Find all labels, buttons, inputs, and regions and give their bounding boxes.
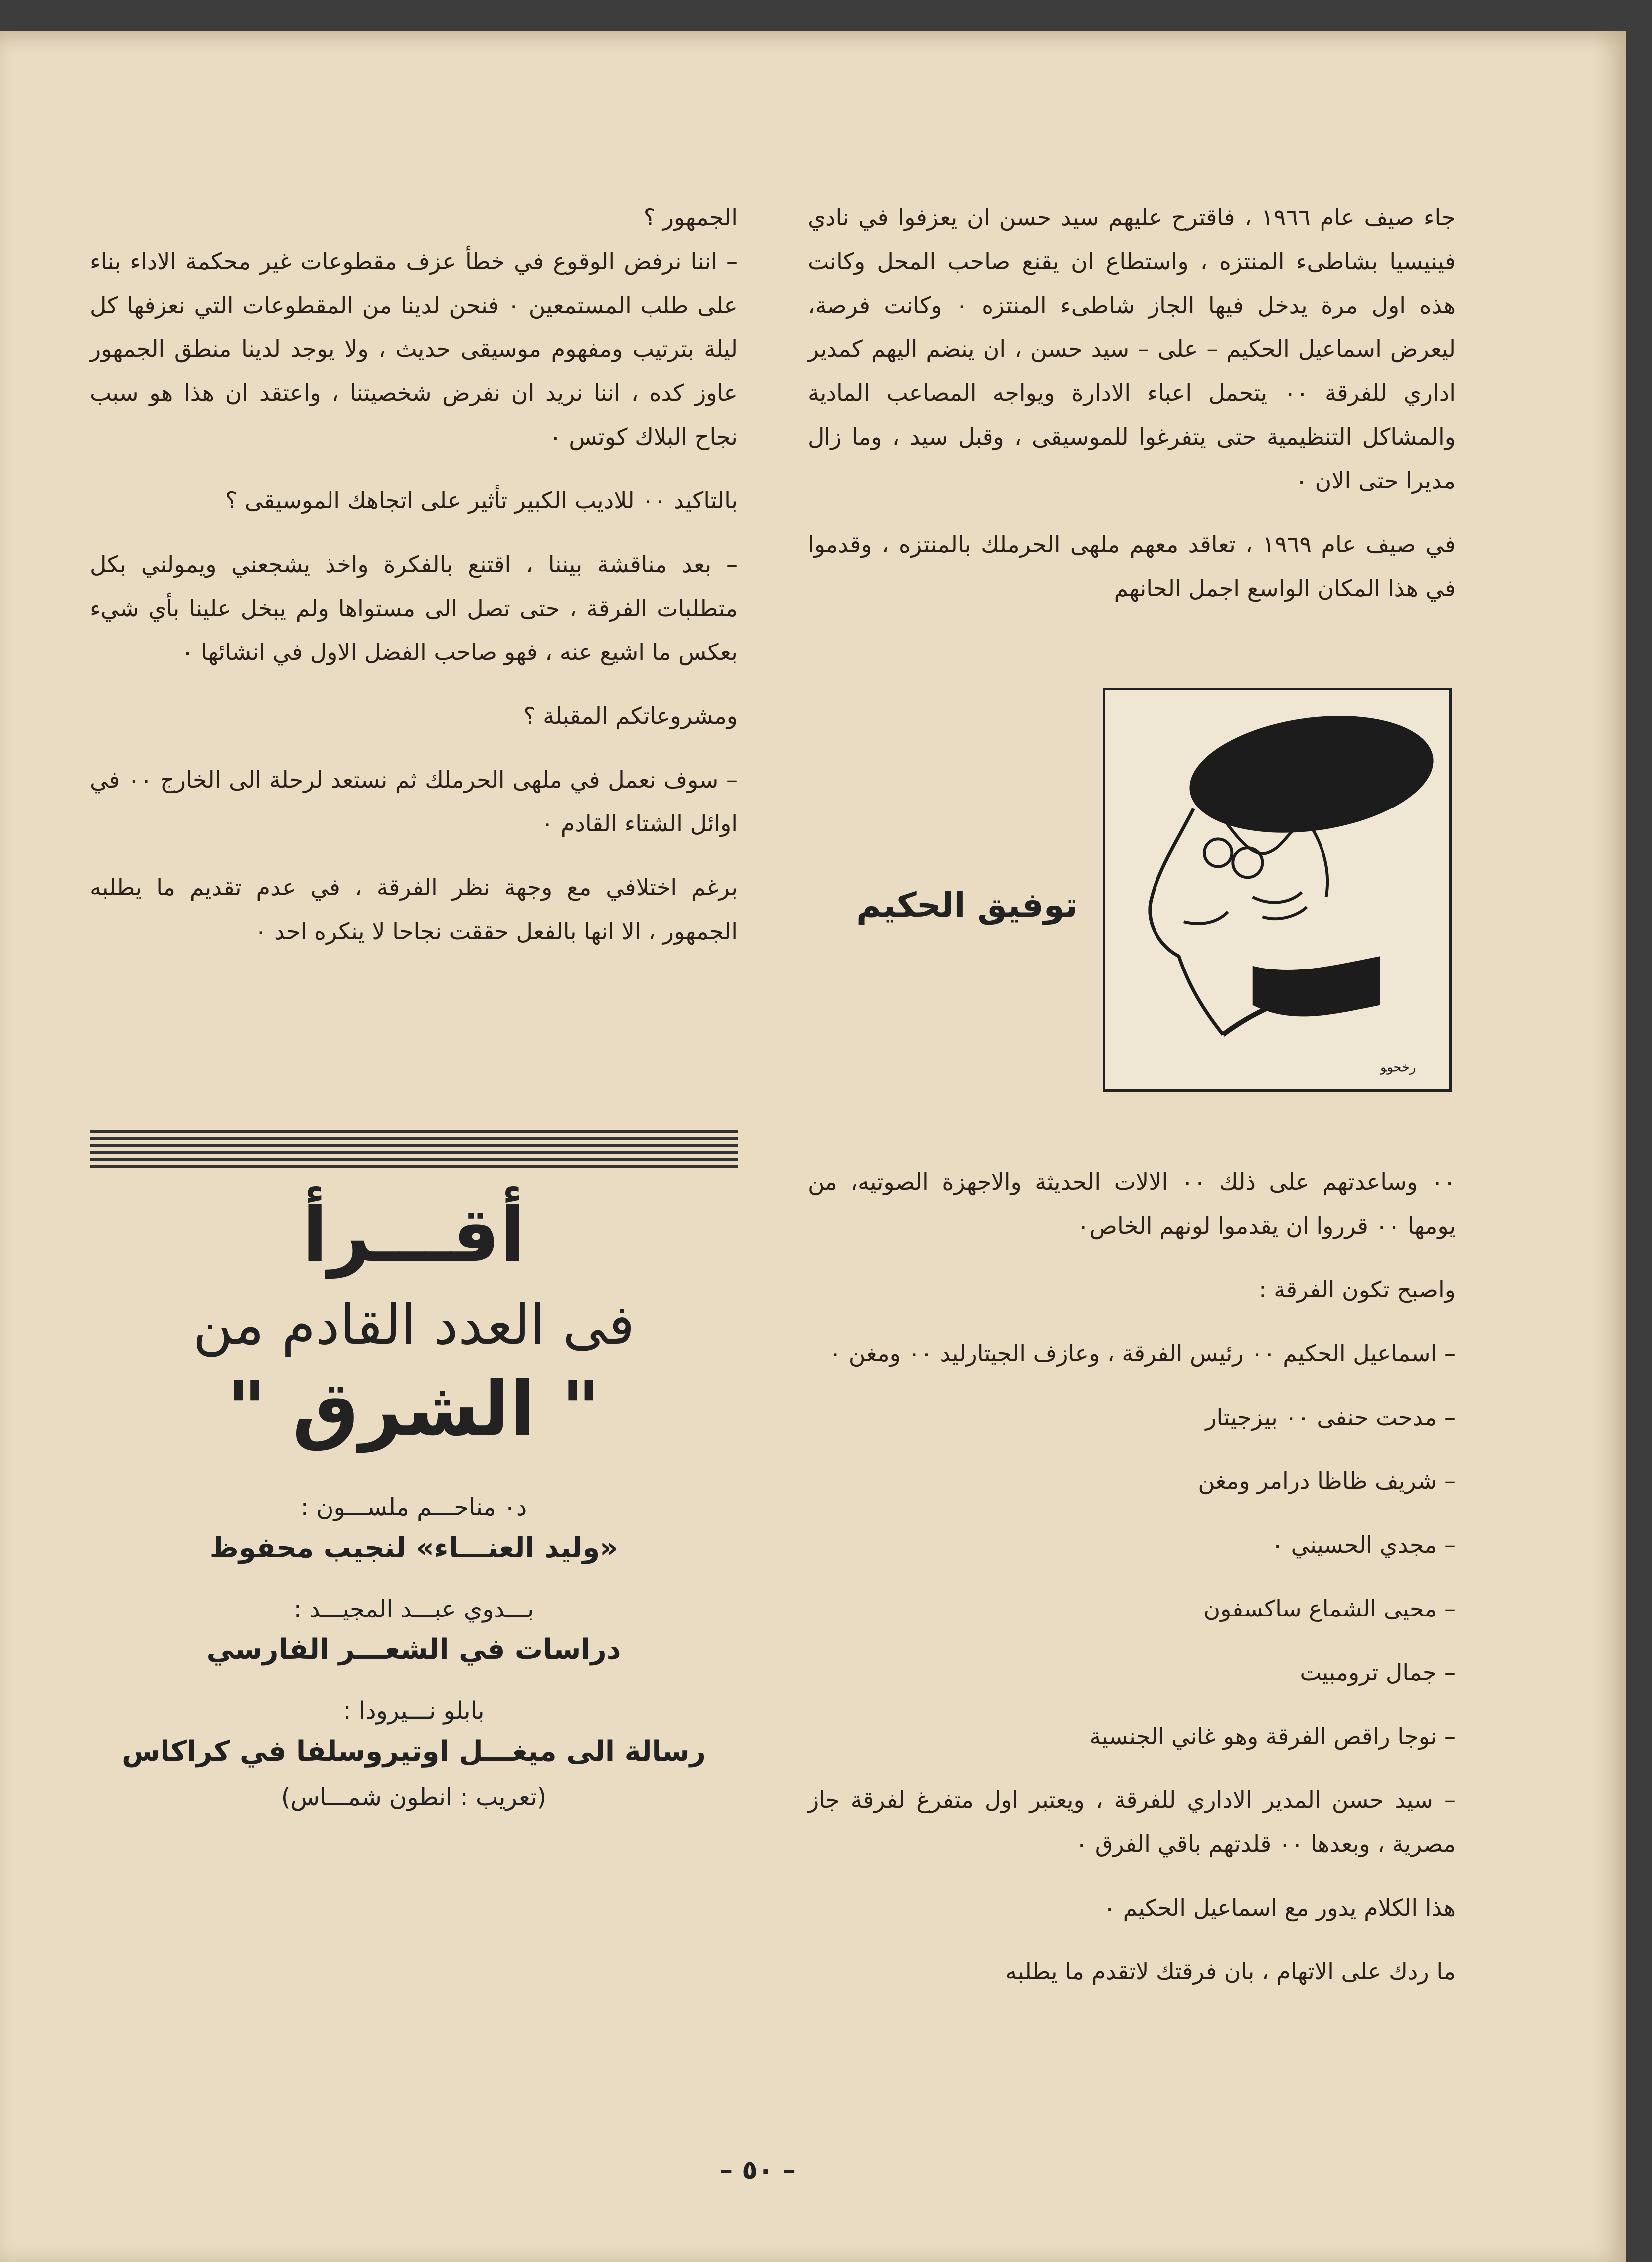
paragraph: ما ردك على الاتهام ، بان فرقتك لاتقدم ما يطلبه: [1005, 1958, 1456, 1985]
advert-author: بـــدوي عبـــد المجيـــد :: [293, 1595, 534, 1623]
advert-translation: (تعريب : انطون شمـــاس): [281, 1783, 547, 1811]
right-column-bottom: [808, 1160, 1456, 2013]
caricature-illustration: [1103, 688, 1452, 1092]
advert-title: رسالة الى ميغـــل اوتيروسلفا في كراكاس: [122, 1735, 706, 1768]
advert-author: بابلو نـــيرودا :: [343, 1696, 485, 1725]
paragraph: – سوف نعمل في ملهى الحرملك ثم نستعد لرحلة الى الخارج ٠٠ في اوائل الشتاء القادم ٠: [90, 766, 738, 837]
paragraph: برغم اختلافي مع وجهة نظر الفرقة ، في عدم تقديم ما يطلبه الجمهور ، الا انها بالفعل حققت نجاحا لا ينكره احد ٠: [90, 874, 738, 945]
paragraph: الجمهور ؟: [643, 204, 738, 231]
list-item: – جمال ترومبيت: [1300, 1659, 1456, 1686]
artist-signature: ﺭﺧﺤﻮﻮ: [1380, 1060, 1416, 1075]
paragraph: – بعد مناقشة بيننا ، اقتنع بالفكرة واخذ يشجعني ويمولني بكل متطلبات الفرقة ، حتى تصل الى مستواها ولم يبخل علينا بأي شيء بعكس ما اشيع عنه ، فهو صاحب الفضل الاول في انشائها ٠: [90, 551, 738, 665]
list-item: – اسماعيل الحكيم ٠٠ رئيس الفرقة ، وعازف الجيتارليد ٠٠ ومغن ٠: [829, 1340, 1456, 1367]
advert-author: د٠ مناحـــم ملســـون :: [300, 1493, 527, 1521]
advert-read-heading: أقـــرأ: [302, 1192, 526, 1279]
advert-title: «وليد العنـــاء» لنجيب محفوظ: [209, 1531, 618, 1564]
paragraph: – اننا نرفض الوقوع في خطأ عزف مقطوعات غير محكمة الاداء بناء على طلب المستمعين ٠ فنحن لدينا من المقطوعات التي نعزفها كل ليلة بترتيب ومفهوم موسيقى حديث ، ولا يوجد لدينا منطق الجمهور عاوز كده ، اننا نريد ان نفرض شخصيتنا ، واعتقد ان هذا هو سبب نجاح البلاك كوتس ٠: [90, 248, 738, 450]
caricature-caption: توفيق الحكيم: [856, 886, 1078, 925]
page-number: – ٥٠ –: [720, 2155, 796, 2185]
paragraph: ومشروعاتكم المقبلة ؟: [523, 702, 738, 729]
paragraph: بالتاكيد ٠٠ للاديب الكبير تأثير على اتجاهك الموسيقى ؟: [225, 487, 738, 514]
paragraph: هذا الكلام يدور مع اسماعيل الحكيم ٠: [1103, 1894, 1456, 1921]
next-issue-advert: [90, 1192, 738, 1817]
list-item: – نوجا راقص الفرقة وهو غاني الجنسية: [1089, 1723, 1456, 1750]
band-members-list: [808, 1331, 1456, 1866]
divider-rules: [90, 1130, 738, 1162]
list-item: – سيد حسن المدير الاداري للفرقة ، ويعتبر اول متفرغ لفرقة جاز مصرية ، وبعدها ٠٠ قلدتهم باقي الفرق ٠: [808, 1786, 1456, 1857]
caricature-drawing: [1105, 690, 1449, 1089]
left-column: [90, 195, 738, 973]
paragraph: في صيف عام ١٩٦٩ ، تعاقد معهم ملهى الحرملك بالمنتزه ، وقدموا في هذا المكان الواسع اجمل الحانهم: [808, 531, 1456, 602]
list-item: – مدحت حنفى ٠٠ بيزجيتار: [1205, 1404, 1456, 1431]
paragraph: ٠٠ وساعدتهم على ذلك ٠٠ الالات الحديثة والاجهزة الصوتيه، من يومها ٠٠ قرروا ان يقدموا لونهم الخاص٠: [808, 1168, 1456, 1239]
list-item: – محيى الشماع ساكسفون: [1203, 1595, 1456, 1622]
magazine-page: [0, 31, 1626, 2262]
advert-title: دراسات في الشعـــر الفارسي: [206, 1633, 621, 1666]
advert-next-issue: فى العدد القادم من: [192, 1293, 635, 1357]
right-column-top: [808, 195, 1456, 630]
paragraph: واصبح تكون الفرقة :: [1259, 1276, 1456, 1303]
list-item: – مجدي الحسيني ٠: [1271, 1531, 1456, 1558]
list-item: – شريف ظاظا درامر ومغن: [1198, 1467, 1456, 1494]
paragraph: جاء صيف عام ١٩٦٦ ، فاقترح عليهم سيد حسن ان يعزفوا في نادي فينيسيا بشاطىء المنتزه ، واستطاع ان يقنع صاحب المحل وكانت هذه اول مرة يدخل فيها الجاز شاطىء المنتزه ٠ وكانت فرصة، ليعرض اسماعيل الحكيم – على – سيد حسن ، ان ينضم اليهم كمدير اداري للفرقة ٠٠ يتحمل اعباء الادارة ويواجه المصاعب المادية والمشاكل التنظيمية حتى يتفرغوا للموسيقى ، وقبل سيد ، وما زال مديرا حتى الان ٠: [808, 204, 1456, 494]
advert-magazine-name: " الشرق ": [227, 1366, 601, 1453]
